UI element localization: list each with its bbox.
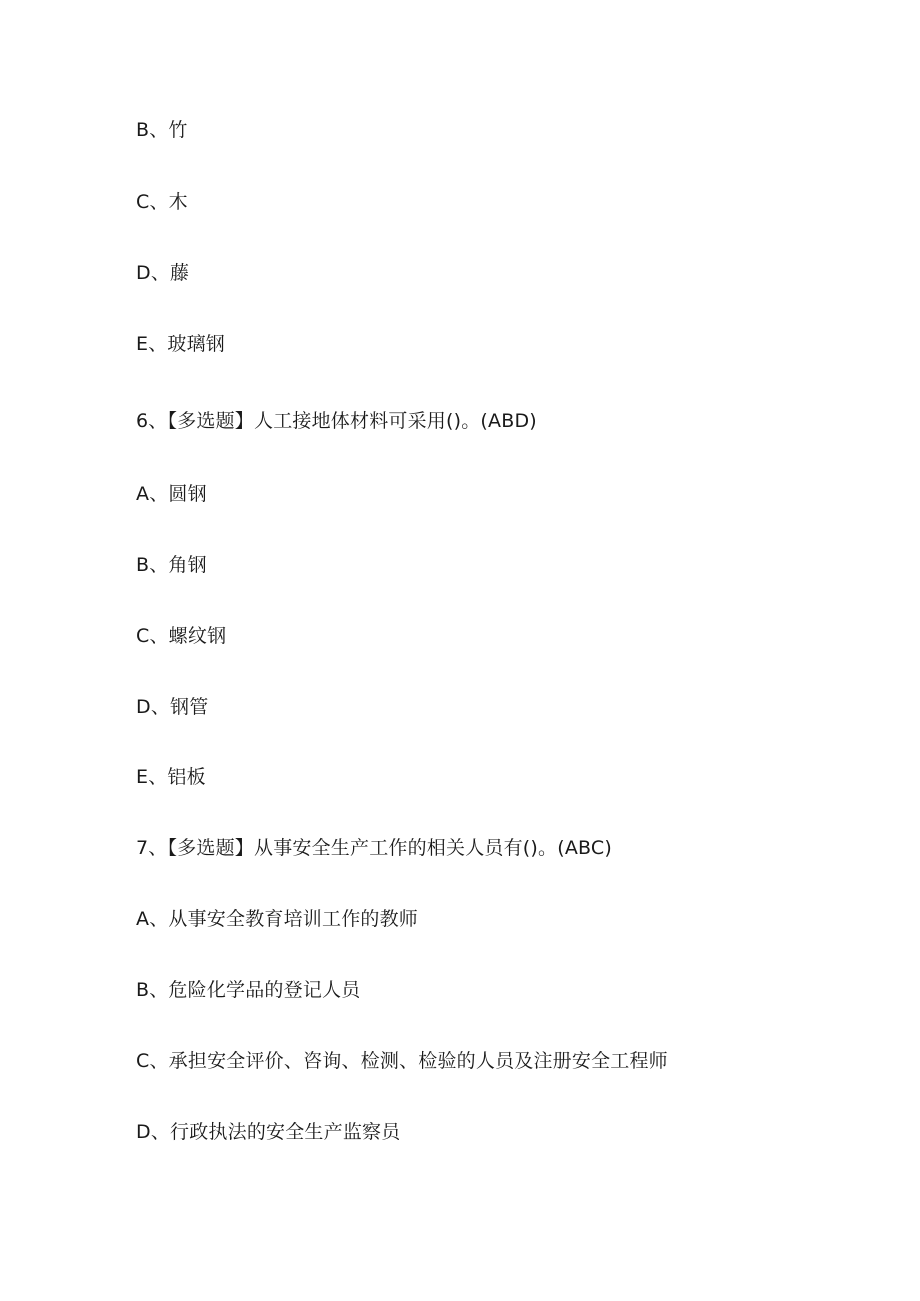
question-line: 7、【多选题】从事安全生产工作的相关人员有()。(ABC) [136, 837, 613, 859]
option-line: E、铝板 [136, 766, 206, 788]
option-line: B、角钢 [136, 554, 207, 576]
option-line: B、竹 [136, 119, 188, 141]
option-line: D、行政执法的安全生产监察员 [136, 1121, 401, 1143]
option-line: D、藤 [136, 262, 190, 284]
option-line: C、承担安全评价、咨询、检测、检验的人员及注册安全工程师 [136, 1050, 668, 1072]
option-line: C、螺纹钢 [136, 625, 227, 647]
question-line: 6、【多选题】人工接地体材料可采用()。(ABD) [136, 410, 537, 432]
option-line: D、钢管 [136, 696, 209, 718]
option-line: B、危险化学品的登记人员 [136, 979, 361, 1001]
option-line: E、玻璃钢 [136, 333, 226, 355]
option-line: A、圆钢 [136, 483, 207, 505]
option-line: A、从事安全教育培训工作的教师 [136, 908, 418, 930]
option-line: C、木 [136, 191, 188, 213]
